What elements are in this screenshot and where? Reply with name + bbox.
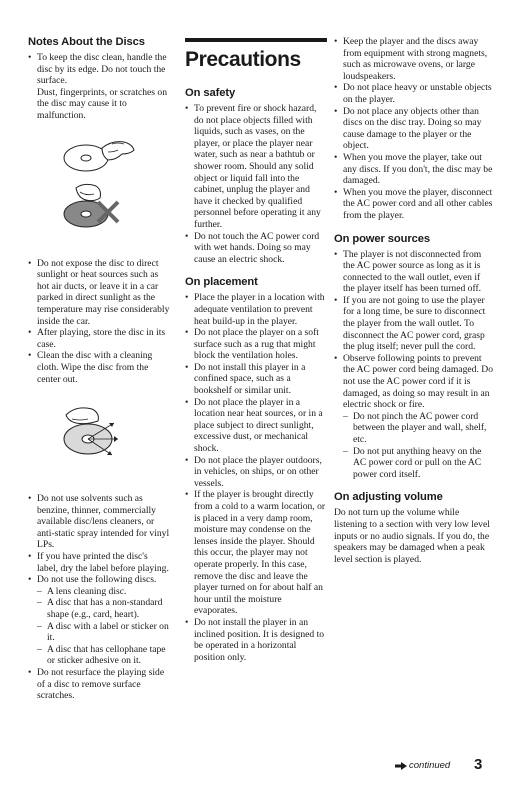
list-item: • Do not install this player in a confined space, such as a bookshelf or similar unit. [185, 362, 327, 397]
list-item: • Do not expose the disc to direct sunlight or heat sources such as hot air ducts, or leave it in a car parked in direct sunlight as the temperature may rise considerably inside the car. [28, 258, 170, 328]
column-discs [28, 36, 170, 702]
list-item: • When you move the player, disconnect the AC power cord and all other cables from the player. [334, 187, 494, 222]
list-item: • Do not place any objects other than discs on the disc tray. Doing so may cause damage to the player or the object. [334, 106, 494, 152]
list-item: • Observe following points to prevent the AC power cord being damaged. Do not use the AC power cord if it is damaged, as doing so may result in an electric shock or fire. [334, 353, 494, 411]
list-item: • When you move the player, take out any discs. If you don't, the disc may be damaged. [334, 152, 494, 187]
list-safety [185, 103, 327, 265]
list-item: • If you are not going to use the player for a long time, be sure to disconnect the player from the wall outlet. To disconnect the AC power cord, grasp the plug itself; never pull the cord. [334, 295, 494, 353]
page-title: Precautions [185, 38, 327, 79]
heading-notes-discs: Notes About the Discs [28, 36, 145, 48]
heading-on-adjusting-volume: On adjusting volume [334, 491, 443, 504]
list-item: • After playing, store the disc in its case. [28, 327, 170, 350]
sub-list-item: – A lens cleaning disc. [28, 586, 170, 598]
list-power [334, 249, 494, 481]
list-item: • To keep the disc clean, handle the disc by its edge. Do not touch the surface. Dust, fingerprints, or scratches on the disc may cause it to malfunction. [28, 52, 170, 122]
heading-on-safety: On safety [185, 87, 236, 99]
page-footer [395, 756, 485, 774]
right-arrow-icon [395, 762, 407, 770]
volume-paragraph: Do not turn up the volume while listening to a section with very low level inputs or no audio signals. If you do, the speakers may be damaged when a peak level section is played. [334, 507, 490, 565]
sub-list-item: – A disc with a label or sticker on it. [28, 621, 170, 644]
list-item: • To prevent fire or shock hazard, do not place objects filled with liquids, such as vases, on the player, or place the player near water, such as near a bathtub or shower room. Should any solid object or liquid fall into the cabinet, unplug the player and have it checked by qualified personnel before operating it any further. [185, 103, 327, 231]
list-item: • Do not use the following discs. [28, 574, 170, 586]
column-precautions [185, 38, 327, 663]
list-disc-handling [28, 52, 170, 122]
sub-list-item: – Do not put anything heavy on the AC power cord or pull on the AC power cord itself. [334, 446, 494, 481]
list-item: • Keep the player and the discs away from equipment with strong magnets, such as microwave ovens, or large loudspeakers. [334, 36, 494, 82]
list-placement [185, 292, 327, 663]
list-item: • Do not place the player on a soft surface such as a rug that might block the ventilation holes. [185, 327, 327, 362]
continued-label: continued [409, 760, 451, 771]
list-item: • Do not resurface the playing side of a disc to remove surface scratches. [28, 667, 170, 702]
list-disc-storage [28, 258, 170, 386]
disc-cleaning-illustration [28, 393, 170, 485]
heading-on-placement: On placement [185, 276, 258, 289]
list-item: • Place the player in a location with adequate ventilation to prevent heat build-up in the player. [185, 292, 327, 327]
list-item: • Do not use solvents such as benzine, thinner, commercially available disc/lens cleaners, or anti-static spray intended for vinyl LPs. [28, 493, 170, 551]
page-number: 3 [474, 756, 483, 773]
sub-list-item: – Do not pinch the AC power cord between the player and wall, shelf, etc. [334, 411, 494, 446]
list-item: • If you have printed the disc's label, dry the label before playing. [28, 551, 170, 574]
list-moving [334, 36, 494, 222]
list-item: • Do not place the player in a location near heat sources, or in a place subject to direct sunlight, excessive dust, or mechanical shock. [185, 397, 327, 455]
list-item: • Do not place heavy or unstable objects on the player. [334, 82, 494, 105]
sub-list-item: – A disc that has cellophane tape or sticker adhesive on it. [28, 644, 170, 667]
list-item: • The player is not disconnected from the AC power source as long as it is connected to the wall outlet, even if the player itself has been turned off. [334, 249, 494, 295]
list-item: • Do not place the player outdoors, in vehicles, on ships, or on other vessels. [185, 455, 327, 490]
list-item: • Do not install the player in an inclined position. It is designed to be operated in a horizontal position only. [185, 617, 327, 663]
list-disc-cautions [28, 493, 170, 702]
column-power [334, 36, 494, 565]
list-item: • Do not touch the AC power cord with wet hands. Doing so may cause an electric shock. [185, 231, 327, 266]
list-item: • If the player is brought directly from a cold to a warm location, or is placed in a very damp room, moisture may condense on the lenses inside the player. Should this occur, the player may not operate properly. In this case, remove the disc and leave the player turned on for about half an hour until the moisture evaporates. [185, 489, 327, 617]
list-item: • Clean the disc with a cleaning cloth. Wipe the disc from the center out. [28, 350, 170, 385]
heading-on-power-sources: On power sources [334, 232, 431, 245]
sub-list-item: – A disc that has a non-standard shape (e.g., card, heart). [28, 597, 170, 620]
disc-handling-illustration [28, 130, 170, 250]
